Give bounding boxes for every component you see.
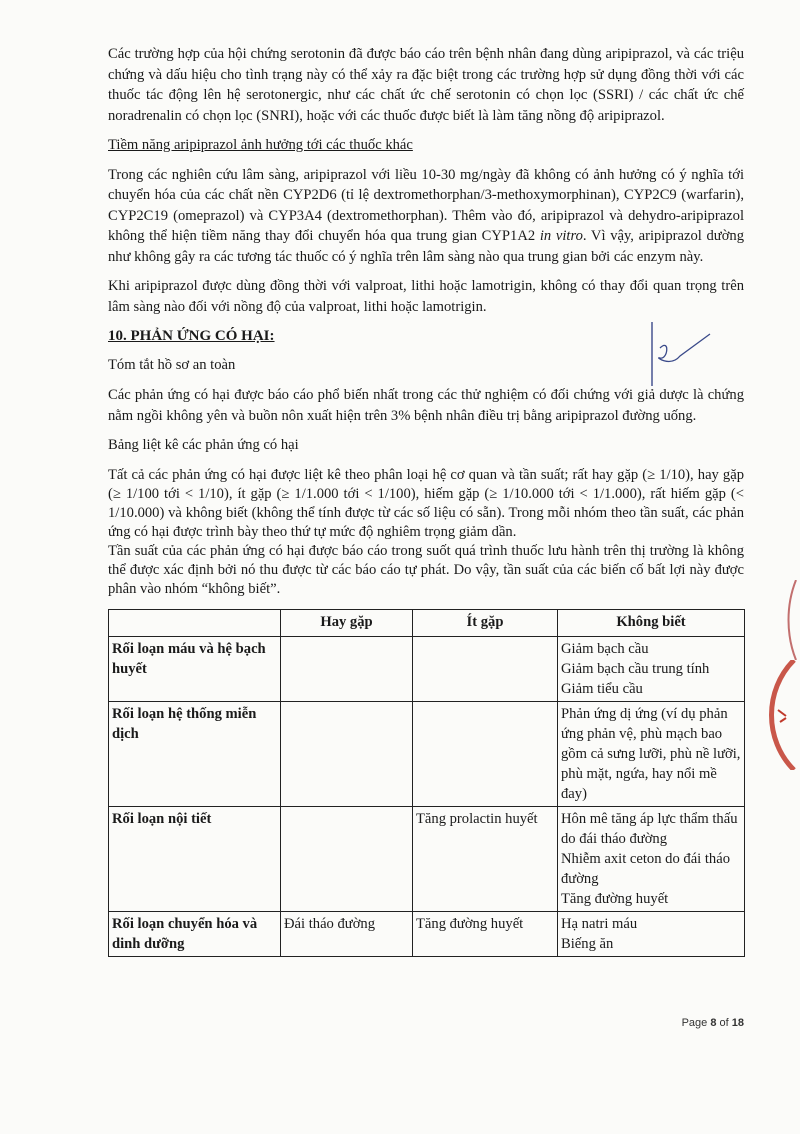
document-page xyxy=(108,44,744,957)
section-heading: 10. PHẢN ỨNG CÓ HẠI: xyxy=(108,328,275,344)
reaction-cell-common xyxy=(281,806,413,911)
reaction-cell-common xyxy=(281,911,413,956)
header-cell: Không biết xyxy=(558,609,745,636)
reaction-item: Phản ứng dị ứng (ví dụ phản ứng phản vệ, phù mạch bao gồm cả sưng lưỡi, phù nề lưỡi, phù mặt, ngứa, hay nổi mề đay) xyxy=(561,705,741,802)
organ-class-cell: Rối loạn nội tiết xyxy=(109,806,281,911)
reaction-cell-unknown xyxy=(558,636,745,701)
frequency-paragraph: Tất cả các phản ứng có hại được liệt kê theo phân loại hệ cơ quan và tần suất; rất hay gặp (≥ 1/10), hay gặp (≥ 1/100 tới < 1/10), ít gặp (≥ 1/1.000 tới < 1/100), hiếm gặp (≥ 1/10.000 tới < 1/1.000), rất hiếm gặp (< 1/10.000) và không biết (không thể tính được từ các số liệu có sẵn). Trong mỗi nhóm theo tần suất, các phản ứng có hại được trình bày theo thứ tự mức độ nghiêm trọng giảm dần. xyxy=(108,466,744,540)
reaction-item: Hôn mê tăng áp lực thẩm thấu do đái tháo đường xyxy=(561,810,738,847)
reaction-item: Giảm bạch cầu xyxy=(561,640,649,657)
reaction-item: Giảm tiểu cầu xyxy=(561,680,643,697)
reaction-cell-unknown xyxy=(558,911,745,956)
reaction-item: Giảm bạch cầu trung tính xyxy=(561,660,710,677)
subheading-interactions: Tiềm năng aripiprazol ảnh hưởng tới các thuốc khác xyxy=(108,137,413,153)
postmarketing-paragraph: Tần suất của các phản ứng có hại được báo cáo trong suốt quá trình thuốc lưu hành trên thị trường là không thể được xác định bởi nó thu được từ các báo cáo tự phát. Do vậy, tần suất của các biến cố bất lợi này được phân vào nhóm “không biết”. xyxy=(108,542,744,597)
reaction-cell-unknown xyxy=(558,701,745,806)
organ-class-cell: Rối loạn máu và hệ bạch huyết xyxy=(109,636,281,701)
reaction-item: Tăng đường huyết xyxy=(561,890,669,907)
signature-mark xyxy=(640,320,730,390)
valproat-paragraph: Khi aripiprazol được dùng đồng thời với valproat, lithi hoặc lamotrigin, không có thay đổi quan trọng trên lâm sàng nào đối với nồng độ của valproat, lithi hoặc lamotrigin. xyxy=(108,278,744,315)
stamp-edge xyxy=(744,660,800,770)
cyp-paragraph: Trong các nghiên cứu lâm sàng, aripiprazol với liều 10-30 mg/ngày đã không có ảnh hưởng có ý nghĩa tới chuyển hóa của các chất nền CYP2D6 (tỉ lệ dextromethorphan/3-methoxymorphinan), CYP2C9 (warfarin), CYP2C19 (omeprazol) và CYP3A4 (dextromethorphan). Thêm vào đó, aripiprazol và dehydro-aripiprazol không thể hiện tiềm năng thay đổi chuyển hóa qua trung gian CYP1A2 in vitro. Vì vậy, aripiprazol dường như không gây ra các tương tác thuốc có ý nghĩa trên lâm sàng nào qua trung gian bởi các enzym này. xyxy=(108,166,745,265)
header-cell: Ít gặp xyxy=(413,609,558,636)
organ-class-cell: Rối loạn hệ thống miễn dịch xyxy=(109,701,281,806)
reaction-list-label: Bảng liệt kê các phản ứng có hại xyxy=(108,437,299,453)
reaction-cell-common xyxy=(281,701,413,806)
safety-summary-label: Tóm tắt hồ sơ an toàn xyxy=(108,356,236,373)
reaction-cell-uncommon xyxy=(413,701,558,806)
table-row xyxy=(109,806,745,911)
reaction-item: Nhiễm axit ceton do đái tháo đường xyxy=(561,850,730,887)
reaction-item: Đái tháo đường xyxy=(284,915,376,932)
adverse-reactions-table xyxy=(108,609,745,957)
table-header-row xyxy=(109,609,745,636)
reaction-item: Hạ natri máu xyxy=(561,915,638,932)
reaction-item: Tăng prolactin huyết xyxy=(416,810,538,827)
table-row xyxy=(109,701,745,806)
header-cell xyxy=(109,609,281,636)
reaction-cell-uncommon xyxy=(413,636,558,701)
table-row xyxy=(109,911,745,956)
reaction-item: Biếng ăn xyxy=(561,935,614,952)
page-number: Page 8 of 18 xyxy=(681,1017,744,1029)
in-vitro-text: in vitro xyxy=(539,228,583,244)
serotonin-paragraph: Các trường hợp của hội chứng serotonin đã được báo cáo trên bệnh nhân đang dùng aripiprazol, và các triệu chứng và dấu hiệu cho tình trạng này có thể xảy ra đặc biệt trong các trường hợp sử dụng đồng thời với các thuốc tác động lên hệ serotonergic, như các chất ức chế serotonin có chọn lọc (SSRI) / các chất ức chế noradrenalin có chọn lọc (SNRI), hoặc với các thuốc được biết là làm tăng nồng độ aripiprazol. xyxy=(108,46,744,124)
organ-class-cell: Rối loạn chuyển hóa và dinh dưỡng xyxy=(109,911,281,956)
table-row xyxy=(109,636,745,701)
scan-edge-mark xyxy=(776,580,800,660)
reaction-cell-uncommon xyxy=(413,911,558,956)
reaction-cell-uncommon xyxy=(413,806,558,911)
header-cell: Hay gặp xyxy=(281,609,413,636)
common-reactions-paragraph: Các phản ứng có hại được báo cáo phổ biến nhất trong các thử nghiệm có đối chứng với giả dược là chứng nằm ngồi không yên và buồn nôn xuất hiện trên 3% bệnh nhân điều trị bằng aripiprazol đường uống. xyxy=(108,387,744,424)
reaction-cell-unknown xyxy=(558,806,745,911)
reaction-item: Tăng đường huyết xyxy=(416,915,524,932)
reaction-cell-common xyxy=(281,636,413,701)
